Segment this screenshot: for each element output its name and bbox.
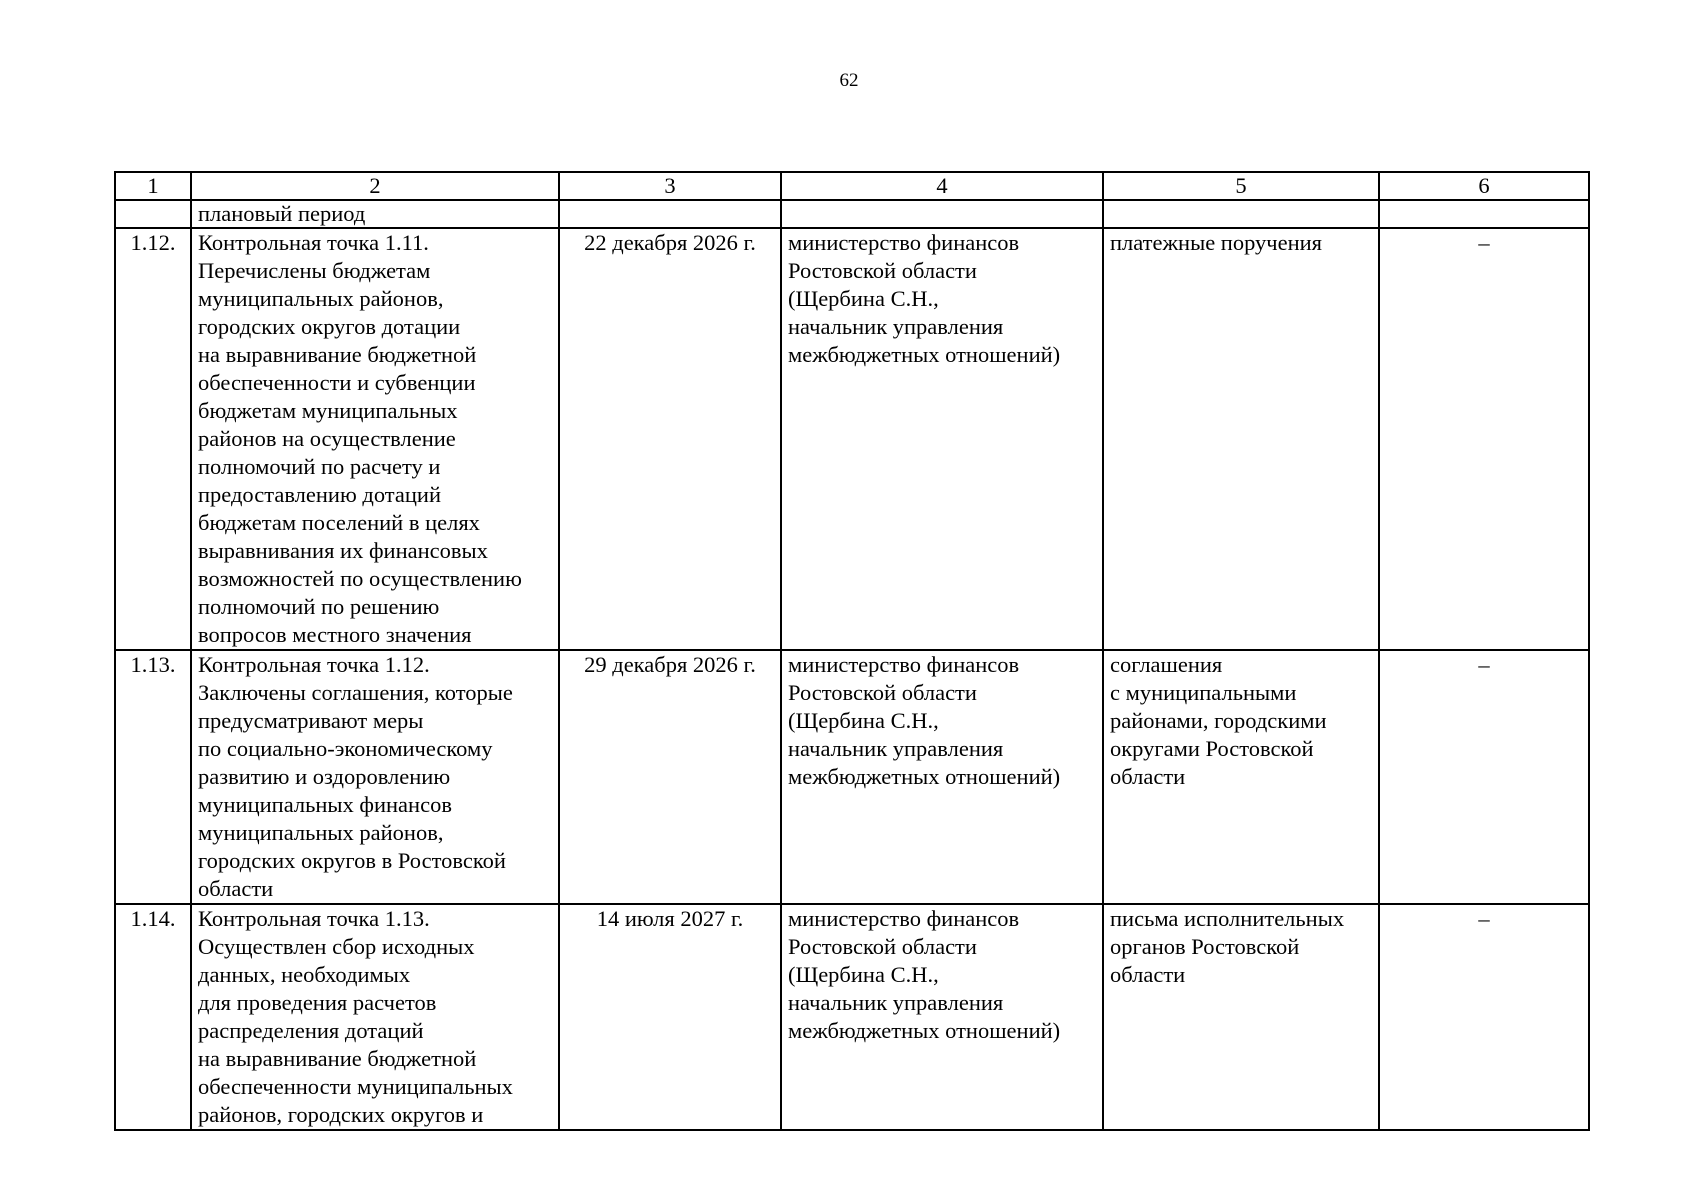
page-number: 62 (839, 70, 859, 91)
row-document: соглашения с муниципальными районами, городскими округами Ростовской области (1103, 650, 1379, 904)
row-document: платежные поручения (1103, 228, 1379, 650)
continuation-row (115, 200, 1589, 228)
row-col6: – (1379, 650, 1589, 904)
column-header: 2 (191, 172, 559, 200)
continuation-text: плановый период (191, 200, 559, 228)
table-cell (781, 200, 1103, 228)
row-date: 29 декабря 2026 г. (559, 650, 781, 904)
table-cell (115, 200, 191, 228)
table-cell (559, 200, 781, 228)
table-row (115, 650, 1589, 904)
row-col6: – (1379, 228, 1589, 650)
control-points-table (114, 171, 1590, 1131)
row-number: 1.12. (115, 228, 191, 650)
column-header: 5 (1103, 172, 1379, 200)
column-header: 1 (115, 172, 191, 200)
row-number: 1.14. (115, 904, 191, 1130)
row-responsible: министерство финансов Ростовской области (Щербина С.Н., начальник управления межбюджетных отношений) (781, 650, 1103, 904)
row-responsible: министерство финансов Ростовской области (Щербина С.Н., начальник управления межбюджетных отношений) (781, 228, 1103, 650)
row-description: Контрольная точка 1.11. Перечислены бюджетам муниципальных районов, городских округов дотации на выравнивание бюджетной обеспеченности и субвенции бюджетам муниципальных районов на осуществление полномочий по расчету и предоставлению дотаций бюджетам поселений в целях выравнивания их финансовых возможностей по осуществлению полномочий по решению вопросов местного значения (191, 228, 559, 650)
column-header: 4 (781, 172, 1103, 200)
column-header: 3 (559, 172, 781, 200)
table-header-row (115, 172, 1589, 200)
table-cell (1379, 200, 1589, 228)
row-col6: – (1379, 904, 1589, 1130)
row-number: 1.13. (115, 650, 191, 904)
column-header: 6 (1379, 172, 1589, 200)
table-row (115, 904, 1589, 1130)
table-row (115, 228, 1589, 650)
row-document: письма исполнительных органов Ростовской области (1103, 904, 1379, 1130)
table-cell (1103, 200, 1379, 228)
row-description: Контрольная точка 1.12. Заключены соглашения, которые предусматривают меры по социально-экономическому развитию и оздоровлению муниципальных финансов муниципальных районов, городских округов в Ростовской области (191, 650, 559, 904)
row-description: Контрольная точка 1.13. Осуществлен сбор исходных данных, необходимых для проведения расчетов распределения дотаций на выравнивание бюджетной обеспеченности муниципальных районов, городских округов и (191, 904, 559, 1130)
row-date: 14 июля 2027 г. (559, 904, 781, 1130)
row-date: 22 декабря 2026 г. (559, 228, 781, 650)
row-responsible: министерство финансов Ростовской области (Щербина С.Н., начальник управления межбюджетных отношений) (781, 904, 1103, 1130)
